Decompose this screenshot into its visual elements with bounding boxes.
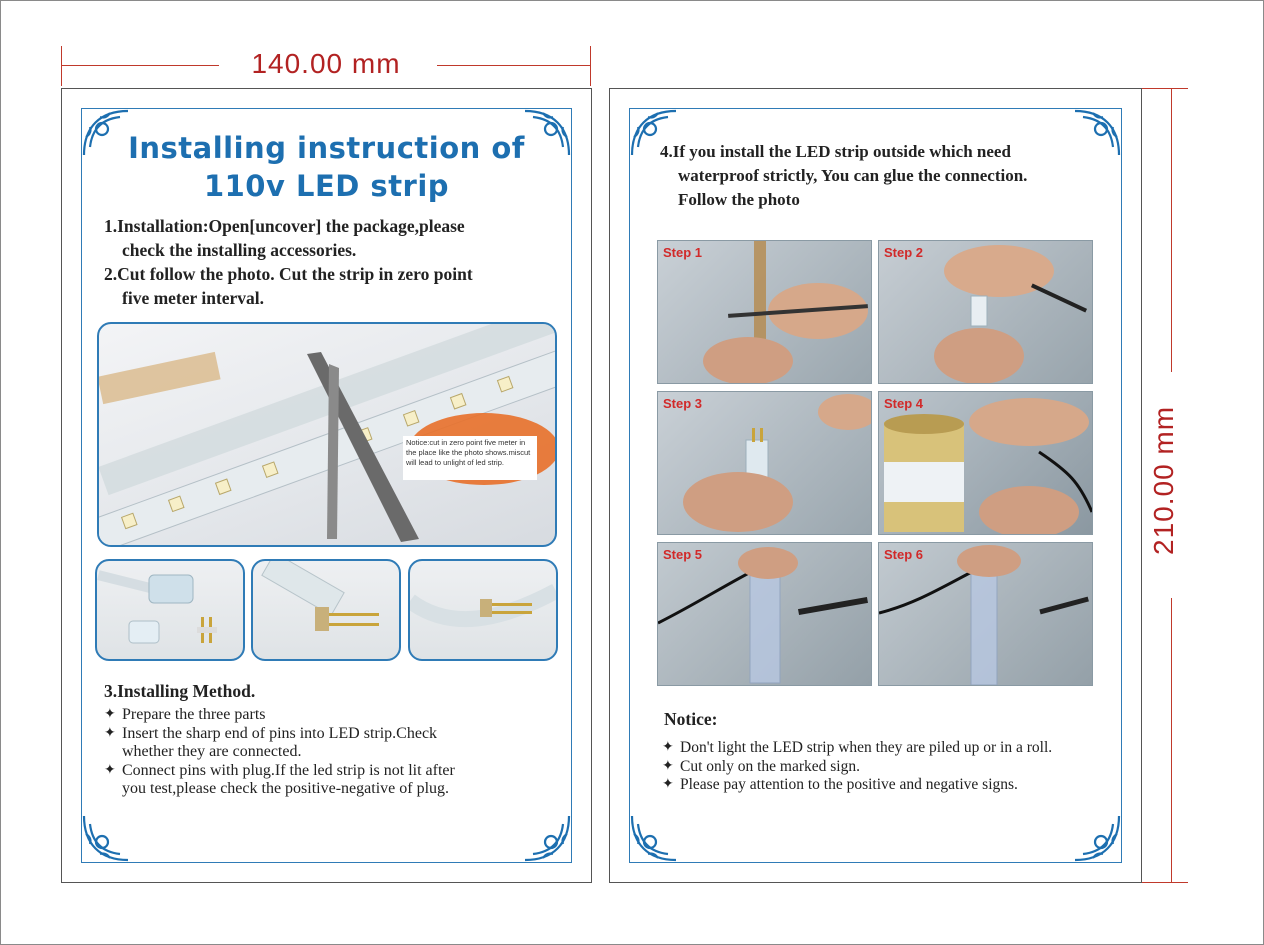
left-page	[61, 88, 592, 883]
method-item: ✦ Prepare the three parts	[104, 706, 574, 725]
cut-notice-callout: Notice:cut in zero point five meter in the place like the photo shows.miscut will lead to unlight of led strip.	[403, 436, 537, 480]
step-1-line-1: 1.Installation:Open[uncover] the package,please	[104, 216, 465, 236]
step-4-photo	[878, 391, 1093, 535]
step-2-label: Step 2	[884, 245, 924, 260]
height-dimension-label: 210.00 mm	[1148, 405, 1179, 555]
ornament-corner-icon	[628, 812, 680, 864]
step-4-text	[660, 140, 1027, 212]
step-2-line-2: five meter interval.	[122, 288, 265, 308]
step-1-text	[104, 214, 473, 310]
step-1-label: Step 1	[663, 245, 703, 260]
method-item-continued: whether they are connected.	[122, 743, 302, 760]
width-dimension-label: 140.00 mm	[251, 48, 401, 79]
notice-item: ✦ Cut only on the marked sign.	[662, 758, 1132, 777]
installing-method-list	[104, 706, 574, 799]
right-page	[609, 88, 1142, 883]
installing-method-heading: 3.Installing Method.	[104, 681, 256, 701]
step-2-line-1: 2.Cut follow the photo. Cut the strip in zero point	[104, 264, 473, 284]
step-4-label: Step 4	[884, 396, 924, 411]
notice-item: ✦ Don't light the LED strip when they are piled up or in a roll.	[662, 739, 1132, 758]
width-dimension	[61, 46, 591, 86]
step-1-line-2: check the installing accessories.	[122, 240, 357, 260]
step-3-label: Step 3	[663, 396, 703, 411]
page-title-line-2: 110v LED strip	[203, 169, 450, 203]
parts-photo-3	[408, 559, 558, 661]
step-6-photo	[878, 542, 1093, 686]
step-4-line-1: 4.If you install the LED strip outside which need	[660, 142, 1011, 161]
notice-heading: Notice:	[664, 709, 718, 729]
ornament-corner-icon	[1071, 812, 1123, 864]
step-1-photo	[657, 240, 872, 384]
parts-photo-2	[251, 559, 401, 661]
step-3-photo	[657, 391, 872, 535]
cutting-photo	[97, 322, 557, 547]
parts-photo-1	[95, 559, 245, 661]
method-item: ✦ Insert the sharp end of pins into LED strip.Check	[104, 725, 574, 744]
notice-item: ✦ Please pay attention to the positive and negative signs.	[662, 776, 1132, 795]
step-5-label: Step 5	[663, 547, 703, 562]
step-4-line-3: Follow the photo	[678, 190, 800, 209]
step-4-line-2: waterproof strictly, You can glue the connection.	[678, 166, 1028, 185]
method-item-continued: you test,please check the positive-negative of plug.	[122, 780, 450, 797]
method-item: ✦ Connect pins with plug.If the led strip is not lit after	[104, 762, 574, 781]
ornament-corner-icon	[521, 812, 573, 864]
step-2-photo	[878, 240, 1093, 384]
ornament-corner-icon	[80, 812, 132, 864]
step-6-label: Step 6	[884, 547, 924, 562]
page-title-line-1: Installing instruction of	[128, 131, 525, 165]
notice-list	[662, 739, 1132, 795]
ornament-corner-icon	[1071, 107, 1123, 159]
step-5-photo	[657, 542, 872, 686]
